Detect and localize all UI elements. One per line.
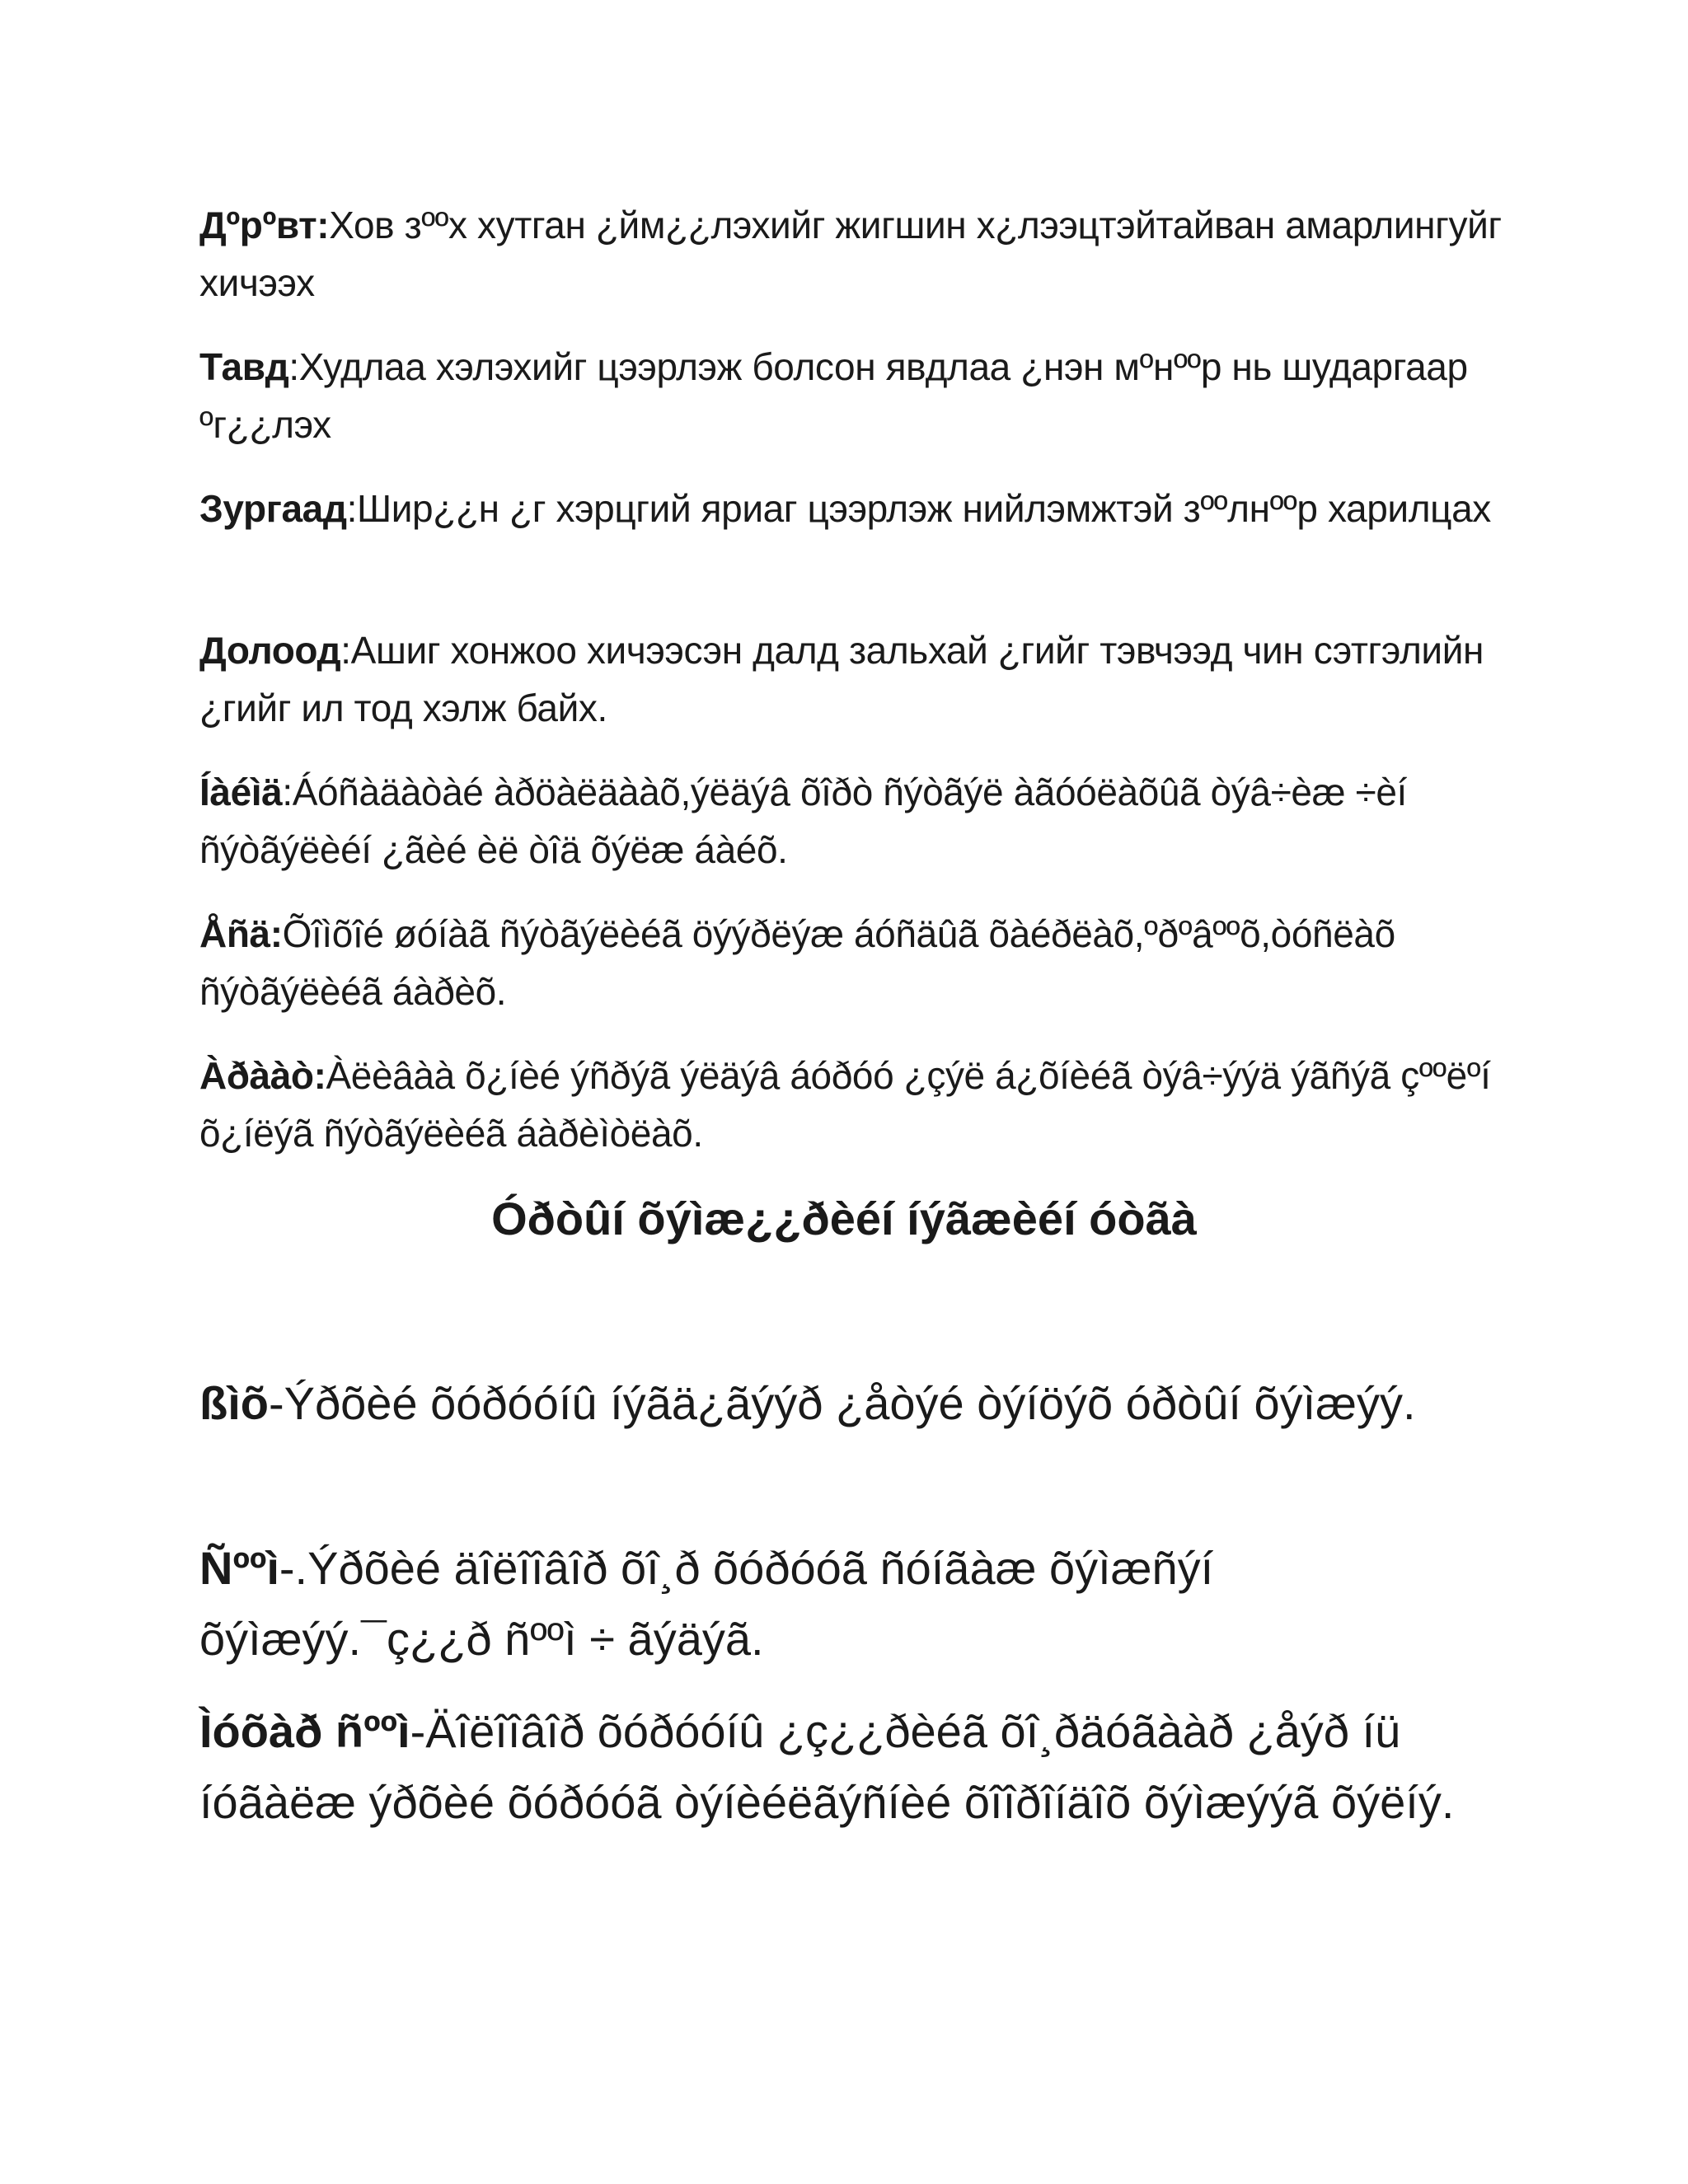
definition-text: -.Ýðõèé äîëîîâîð õî¸ð õóðóóã ñóíãàæ õýìæñýí õýìæýý.¯ç¿¿ð ñººì ÷ ãýäýã. (199, 1542, 1214, 1665)
paragraph-term: Тавд (199, 345, 289, 388)
paragraph-text: Хов зººх хутган ¿йм¿¿лэхийг жигшин х¿лээцтэйтайван амарлингуйг хичээх (199, 204, 1502, 304)
paragraph-term: Åñä: (199, 912, 283, 955)
definition-item (199, 1533, 1502, 1675)
paragraph-term: Íàéìä (199, 771, 283, 813)
paragraph-seventh (199, 621, 1502, 737)
paragraph-text: :Худлаа хэлэхийг цээрлэж болсон явдлаа ¿нэн мºнººр нь шударгаар ºг¿¿лэх (199, 345, 1468, 446)
paragraph-text: :Ашиг хонжоо хичээсэн далд зальхай ¿гийг тэвчээд чин сэтгэлийн ¿гийг ил тод хэлж байх. (199, 629, 1484, 729)
definition-text: -Äîëîîâîð õóðóóíû ¿ç¿¿ðèéã õî¸ðäóãààð ¿åýð íü íóãàëæ ýðõèé õóðóóã òýíèéëãýñíèé õîîðîíäîõ õýìæýýã õýëíý. (199, 1705, 1455, 1828)
paragraph-ninth (199, 905, 1502, 1020)
paragraph-term: Дºрºвт: (199, 204, 330, 246)
paragraph-text: :Áóñàäàòàé àðöàëäààõ,ýëäýâ õîðò ñýòãýë àãóóëàõûã òýâ÷èæ ÷èí ñýòãýëèéí ¿ãèé èë òîä õýëæ áàéõ. (199, 771, 1407, 871)
definition-item (199, 1696, 1502, 1838)
paragraph-term: Àðààò: (199, 1054, 326, 1097)
paragraph-term: Долоод (199, 629, 341, 672)
paragraph-fifth (199, 338, 1502, 453)
paragraph-fourth (199, 196, 1502, 312)
paragraph-text: Õîìõîé øóíàã ñýòãýëèéã öýýðëýæ áóñäûã õàéðëàõ,ºðºâººõ,òóñëàõ ñýòãýëèéã áàðèõ. (199, 912, 1395, 1013)
definition-term: Ñººì (199, 1542, 279, 1594)
definition-item (199, 1368, 1502, 1439)
paragraph-eighth (199, 763, 1502, 879)
paragraph-sixth (199, 480, 1502, 537)
definition-term: Ìóõàð ñººì (199, 1705, 410, 1757)
paragraph-text: Àëèâàà õ¿íèé ýñðýã ýëäýâ áóðóó ¿çýë á¿õíèéã òýâ÷ýýä ýãñýã çººëºí õ¿íëýã ñýòãýëèéã áàðèìòëàõ. (199, 1054, 1491, 1155)
paragraph-tenth (199, 1047, 1502, 1162)
definition-term: ßìõ (199, 1377, 269, 1429)
section-heading: Óðòûí õýìæ¿¿ðèéí íýãæèéí óòãà (491, 1193, 1197, 1244)
definition-text: -Ýðõèé õóðóóíû íýãä¿ãýýð ¿åòýé òýíöýõ óðòûí õýìæýý. (268, 1377, 1416, 1429)
paragraph-text: :Шир¿¿н ¿г хэрцгий яриаг цээрлэж нийлэмжтэй зººлнººр харилцах (346, 487, 1491, 530)
paragraph-term: Зургаад (199, 487, 347, 530)
